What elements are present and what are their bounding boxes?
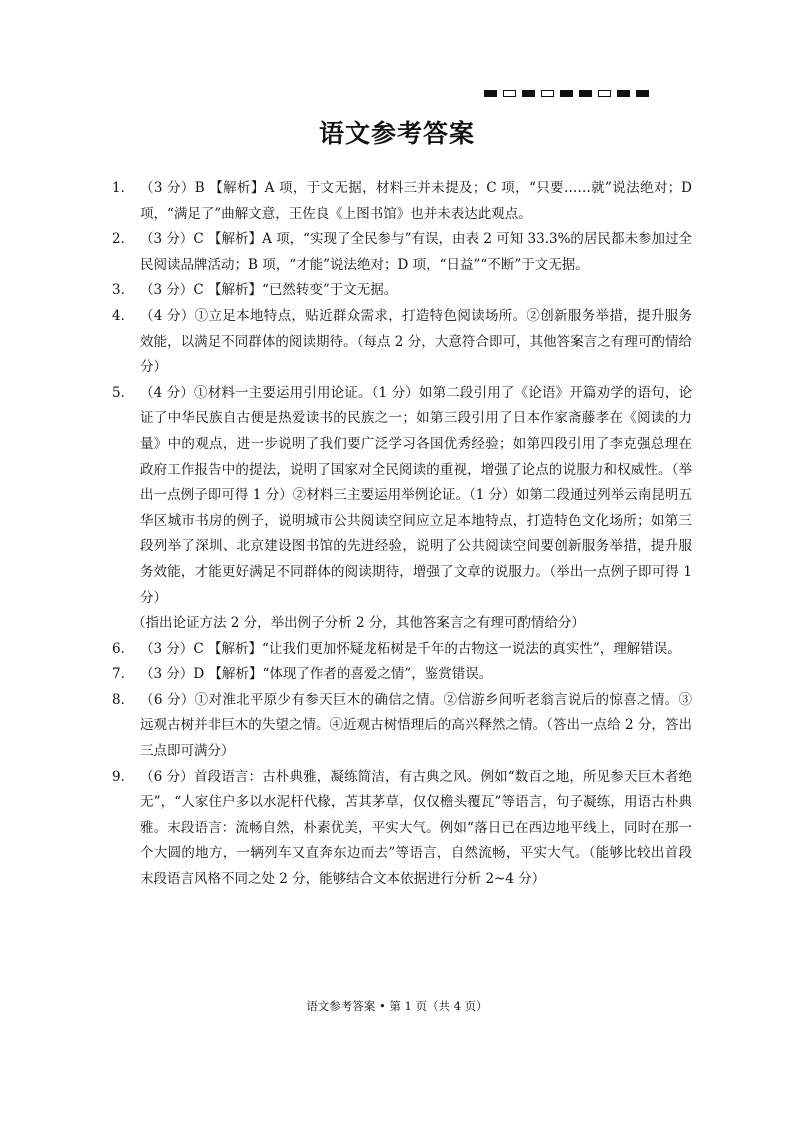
header-mark bbox=[541, 90, 554, 97]
header-mark bbox=[522, 90, 535, 97]
answer-number: 4． bbox=[112, 307, 135, 324]
answer-item bbox=[112, 637, 692, 663]
answer-number: 8． bbox=[112, 691, 135, 708]
answer-text: （3 分）C 【解析】A 项，“实现了全民参与”有误，由表 2 可知 33.3%的居民都未参加过全民阅读品牌活动；B 项，“才能”说法绝对；D 项，“日益”“不断”于文无据。 bbox=[140, 231, 692, 273]
header-mark bbox=[579, 90, 592, 97]
header-mark bbox=[560, 90, 573, 97]
answer-number: 5． bbox=[112, 384, 135, 401]
answer-item bbox=[112, 278, 692, 304]
answer-text: （4 分）①立足本地特点，贴近群众需求，打造特色阅读场所。②创新服务举措，提升服务效能，以满足不同群体的阅读期待。（每点 2 分，大意符合即可，其他答案言之有理可酌情给分） bbox=[140, 307, 692, 376]
answer-item bbox=[112, 176, 692, 227]
page-title: 语文参考答案 bbox=[318, 119, 475, 148]
header-mark bbox=[503, 90, 516, 97]
header-mark bbox=[617, 90, 630, 97]
answer-number: 7． bbox=[112, 666, 135, 683]
answer-item bbox=[112, 304, 692, 381]
answer-text: （指出论证方法 2 分，举出例子分析 2 分，其他答案言之有理可酌情给分） bbox=[132, 615, 585, 632]
answer-number: 3． bbox=[112, 282, 135, 299]
answer-item bbox=[112, 381, 692, 611]
answer-number: 2． bbox=[112, 231, 135, 248]
answer-text: （6 分）首段语言：古朴典雅，凝练简洁，有古典之风。例如“数百之地，所见参天巨木者绝无”，“人家住户多以水泥杆代椽，苫其茅草，仅仅檐头覆瓦”等语言，句子凝练，用语古朴典雅。末段语言：流畅自然，朴素优美，平实大气。例如“落日已在西边地平线上，同时在那一个大圆的地方，一辆列车又直奔东边而去”等语言，自然流畅，平实大气。（能够比较出首段末段语言风格不同之处 2 分，能够结合文本依据进行分析 2~4 分） bbox=[140, 768, 692, 888]
header-mark bbox=[484, 90, 497, 97]
answer-number: 1． bbox=[112, 180, 135, 196]
answer-item bbox=[112, 227, 692, 278]
answer-text: （3 分）B 【解析】A 项，于文无据，材料三并未提及；C 项，“只要……就”说法绝对；D 项，“满足了”曲解文意，王佐良《上图书馆》也并未表达此观点。 bbox=[140, 180, 692, 222]
answer-item bbox=[112, 688, 692, 765]
answer-text: （4 分）①材料一主要运用引用论证。（1 分）如第二段引用了《论语》开篇劝学的语句，论证了中华民族自古便是热爱读书的民族之一；如第三段引用了日本作家斋藤孝在《阅读的力量》中的观点，进一步说明了我们要广泛学习各国优秀经验；如第四段引用了李克强总理在政府工作报告中的提法，说明了国家对全民阅读的重视，增强了论点的说服力和权威性。（举出一点例子即可得 1 分）②材料三主要运用举例论证。（1 分）如第二段通过列举云南昆明五华区城市书房的例子，说明城市公共阅读空间应立足本地特点，打造特色文化场所；如第三段列举了深圳、北京建设图书馆的先进经验，说明了公共阅读空间要创新服务举措，提升服务效能，才能更好满足不同群体的阅读期待，增强了文章的说服力。（举出一点例子即可得 1 分） bbox=[140, 384, 692, 606]
scoring-note bbox=[112, 611, 692, 637]
answer-text: （6 分）①对淮北平原少有参天巨木的确信之情。②信游乡间听老翁言说后的惊喜之情。③远观古树并非巨木的失望之情。④近观古树悟理后的高兴释然之情。（答出一点给 2 分，答出三点即可满分） bbox=[140, 691, 692, 760]
answer-number: 9． bbox=[112, 768, 135, 785]
header-marks bbox=[484, 90, 649, 97]
answer-number: 6． bbox=[112, 640, 135, 657]
answer-item bbox=[112, 662, 692, 688]
answer-list bbox=[112, 176, 692, 893]
header-mark bbox=[636, 90, 649, 97]
answer-text: （3 分）C 【解析】“让我们更加怀疑龙柘树是千年的古物这一说法的真实性”，理解错误。 bbox=[140, 640, 681, 657]
page-footer: 语文参考答案 • 第 1 页（共 4 页） bbox=[306, 999, 488, 1013]
answer-text: （3 分）C 【解析】“已然转变”于文无据。 bbox=[140, 282, 398, 299]
header-mark bbox=[598, 90, 611, 97]
answer-item bbox=[112, 765, 692, 893]
answer-text: （3 分）D 【解析】“体现了作者的喜爱之情”，鉴赏错误。 bbox=[140, 666, 493, 683]
